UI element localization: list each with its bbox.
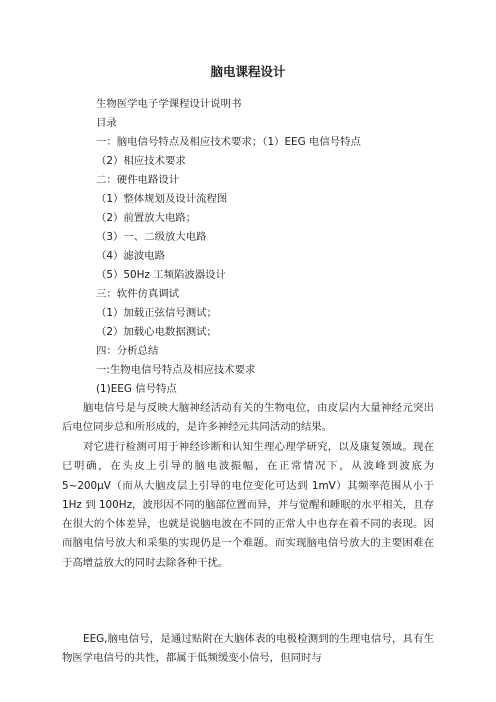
toc-line: （4）滤波电路 [96,250,165,262]
toc-line: （5）50Hz 工频陷波器设计 [96,269,226,281]
toc-line: （2）相应技术要求 [96,155,186,167]
body-paragraph: EEG,脑电信号，是通过贴附在大脑体表的电极检测到的生理电信号，具有生物医学电信号的共性，都属于低频缓变小信号，但同时与 [62,633,434,665]
toc-line: 四：分析总结 [96,345,159,357]
toc-line: （3）一、二级放大电路 [96,231,207,243]
body-paragraph: 脑电信号是与反映大脑神经活动有关的生物电位，由皮层内大量神经元突出后电位同步总和所形成的，是许多神经元共同活动的结果。 [62,402,434,434]
subsection-heading: (1)EEG 信号特点 [96,383,177,395]
toc-line: （1）加载正弦信号测试； [96,307,217,319]
toc-line: 二：硬件电路设计 [96,174,180,186]
toc-line: （1）整体规划及设计流程图 [96,193,228,205]
toc-line: 三：软件仿真调试 [96,288,180,300]
toc-line: 目录 [96,117,117,129]
document-title: 脑电课程设计 [210,64,286,79]
section-heading: 一:生物电信号特点及相应技术要求 [96,364,256,376]
body-paragraph: 对它进行检测可用于神经诊断和认知生理心理学研究，以及康复领域。现在已明确，在头皮上引导的脑电波振幅，在正常情况下，从波峰到波底为 5~200μV（而从大脑皮层上引导的电位变化可达到 1mV）其频率范围从小于 1Hz 到 100Hz，波形因不同的脑部位置而异，并与觉醒和睡眠的水平相关，且存在很大的个体差异，也就是说脑电波在不同的正常人中也存在着不同的表现。因而脑电信号放大和采集的实现仍是一个难题。而实现脑电信号放大的主要困难在于高增益放大的同时去除各种干扰。 [62,441,434,569]
toc-line: （2）加载心电数据测试； [96,326,217,338]
toc-line: （2）前置放大电路； [96,212,197,224]
toc-line: 生物医学电子学课程设计说明书 [96,98,242,110]
toc-line: 一：脑电信号特点及相应技术要求；（1）EEG 电信号特点 [96,136,361,148]
